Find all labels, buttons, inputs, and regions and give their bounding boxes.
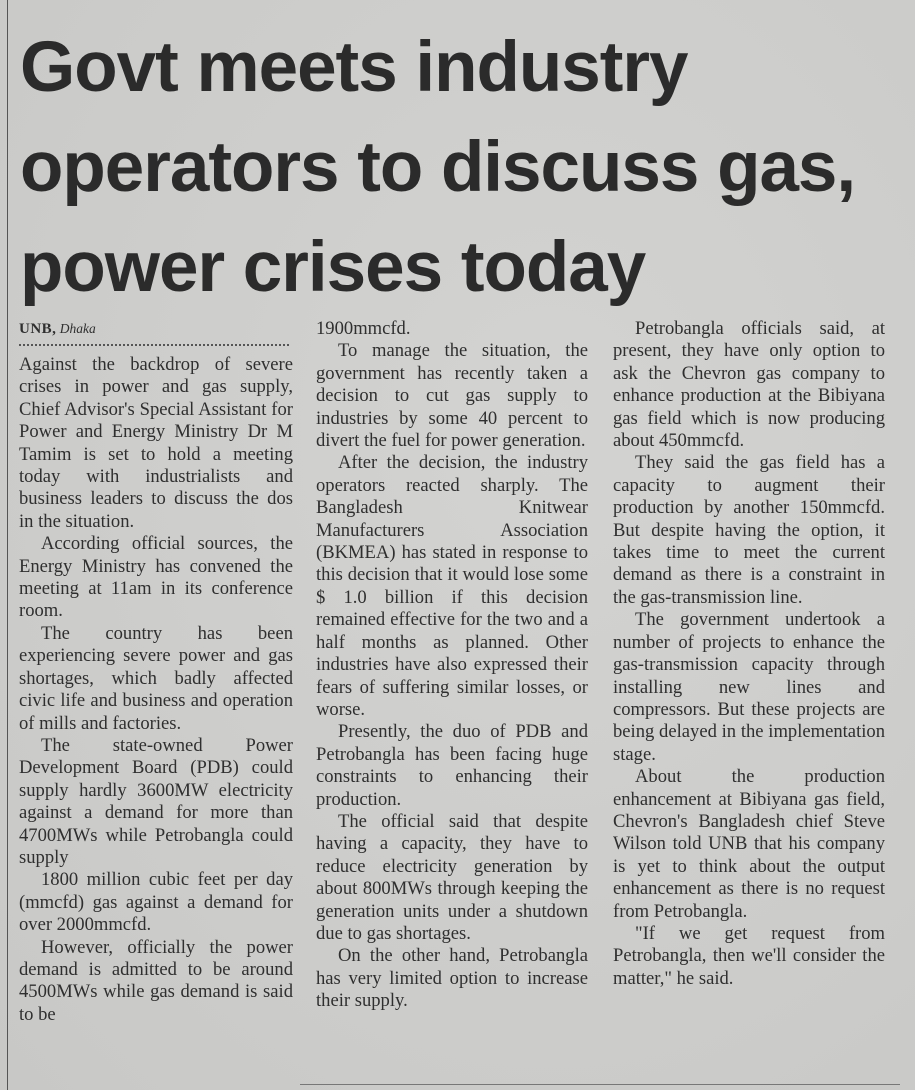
paragraph: They said the gas field has a capacity to augment their production by another 150mmcfd. But despite having the option, it takes time to meet the current demand as there is a constraint in the gas-transmission line. <box>613 452 885 608</box>
headline-line-2: operators to discuss gas, <box>20 128 856 207</box>
byline-place: Dhaka <box>59 321 96 336</box>
dotted-divider <box>19 344 289 346</box>
paragraph: The country has been experiencing severe power and gas shortages, which badly affected civic life and business and operation of mills and factories. <box>19 622 293 734</box>
paragraph: The state-owned Power Development Board (PDB) could supply hardly 3600MW electricity against a demand for more than 4700MWs while Petrobangla could supply <box>19 734 293 868</box>
paragraph: The official said that despite having a capacity, they have to reduce electricity generation by about 800MWs through keeping the generation units under a shutdown due to gas shortages. <box>316 810 588 944</box>
headline-line-1: Govt meets industry <box>20 28 688 107</box>
article-column-3 <box>613 318 885 990</box>
paragraph: According official sources, the Energy Ministry has convened the meeting at 11am in its conference room. <box>19 533 293 622</box>
byline <box>19 318 293 340</box>
paragraph: "If we get request from Petrobangla, then we'll consider the matter," he said. <box>613 922 885 989</box>
column-rule <box>7 0 8 1090</box>
paragraph: To manage the situation, the government has recently taken a decision to cut gas supply to industries by some 40 percent to divert the fuel for power generation. <box>316 340 588 452</box>
headline-line-3: power crises today <box>20 228 646 307</box>
headline <box>20 18 900 318</box>
article-column-2 <box>316 318 588 1013</box>
paragraph: After the decision, the industry operators reacted sharply. The Bangladesh Knitwear Manufacturers Association (BKMEA) has stated in response to this decision that it would lose some $ 1.0 billion if this decision remained effective for the two and a half months as planned. Other industries have also expressed their fears of suffering similar losses, or worse. <box>316 452 588 720</box>
article-column-1 <box>19 318 293 1026</box>
paragraph: On the other hand, Petrobangla has very limited option to increase their supply. <box>316 945 588 1012</box>
paragraph: 1900mmcfd. <box>316 318 411 339</box>
paragraph: However, officially the power demand is admitted to be around 4500MWs while gas demand is said to be <box>19 936 293 1025</box>
paragraph: 1800 million cubic feet per day (mmcfd) gas against a demand for over 2000mmcfd. <box>19 869 293 936</box>
bottom-rule <box>300 1084 900 1085</box>
paragraph: The government undertook a number of projects to enhance the gas-transmission capacity through installing new lines and compressors. But these projects are being delayed in the implementation stage. <box>613 609 885 765</box>
paragraph: Petrobangla officials said, at present, they have only option to ask the Chevron gas company to enhance production at the Bibiyana gas field which is now producing about 450mmcfd. <box>613 318 885 452</box>
paragraph: Against the backdrop of severe crises in power and gas supply, Chief Advisor's Special Assistant for Power and Energy Ministry Dr M Tamim is set to hold a meeting today with industrialists and business leaders to discuss the dos in the situation. <box>19 354 293 532</box>
byline-agency: UNB, <box>19 321 57 337</box>
paragraph: About the production enhancement at Bibiyana gas field, Chevron's Bangladesh chief Steve Wilson told UNB that his company is yet to think about the output enhancement as there is no request from Petrobangla. <box>613 766 885 922</box>
paragraph: Presently, the duo of PDB and Petrobangla has been facing huge constraints to enhancing their production. <box>316 721 588 810</box>
